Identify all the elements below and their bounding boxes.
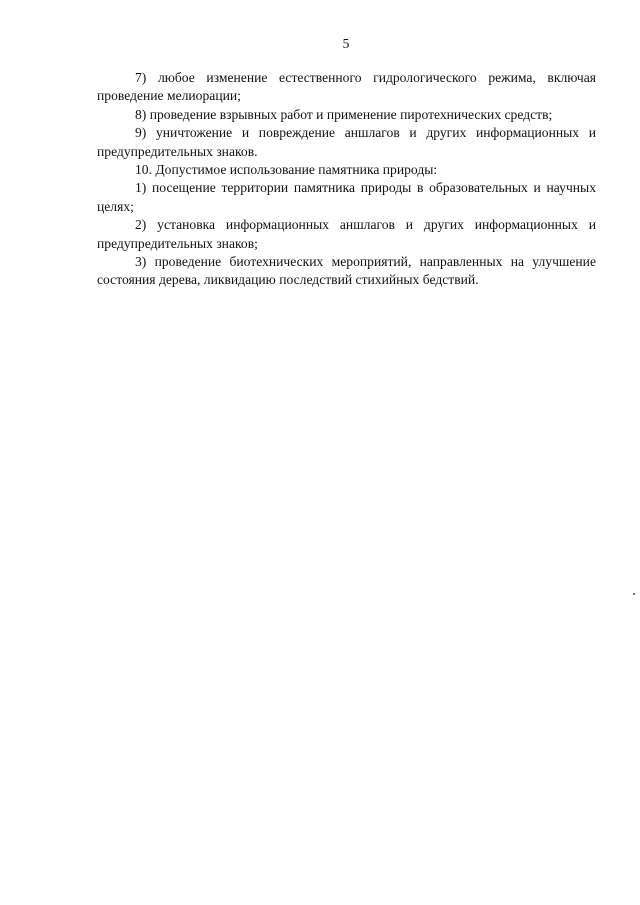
list-item: 7) любое изменение естественного гидрологического режима, включая проведение мелиорации;	[97, 70, 596, 104]
scan-speck	[633, 593, 635, 595]
page-number: 5	[342, 36, 350, 51]
list-item: 1) посещение территории памятника природы в образовательных и научных целях;	[97, 180, 596, 214]
list-item: 8) проведение взрывных работ и применение пиротехнических средств;	[135, 106, 553, 122]
section-heading: 10. Допустимое использование памятника природы:	[135, 162, 438, 178]
list-item: 9) уничтожение и повреждение аншлагов и других информационных и предупредительных знаков.	[97, 125, 596, 159]
list-item: 3) проведение биотехнических мероприятий, направленных на улучшение состояния дерева, ликвидацию последствий стихийных бедствий.	[97, 254, 596, 288]
document-body	[97, 69, 596, 290]
list-item: 2) установка информационных аншлагов и других информационных и предупредительных знаков;	[97, 217, 596, 251]
